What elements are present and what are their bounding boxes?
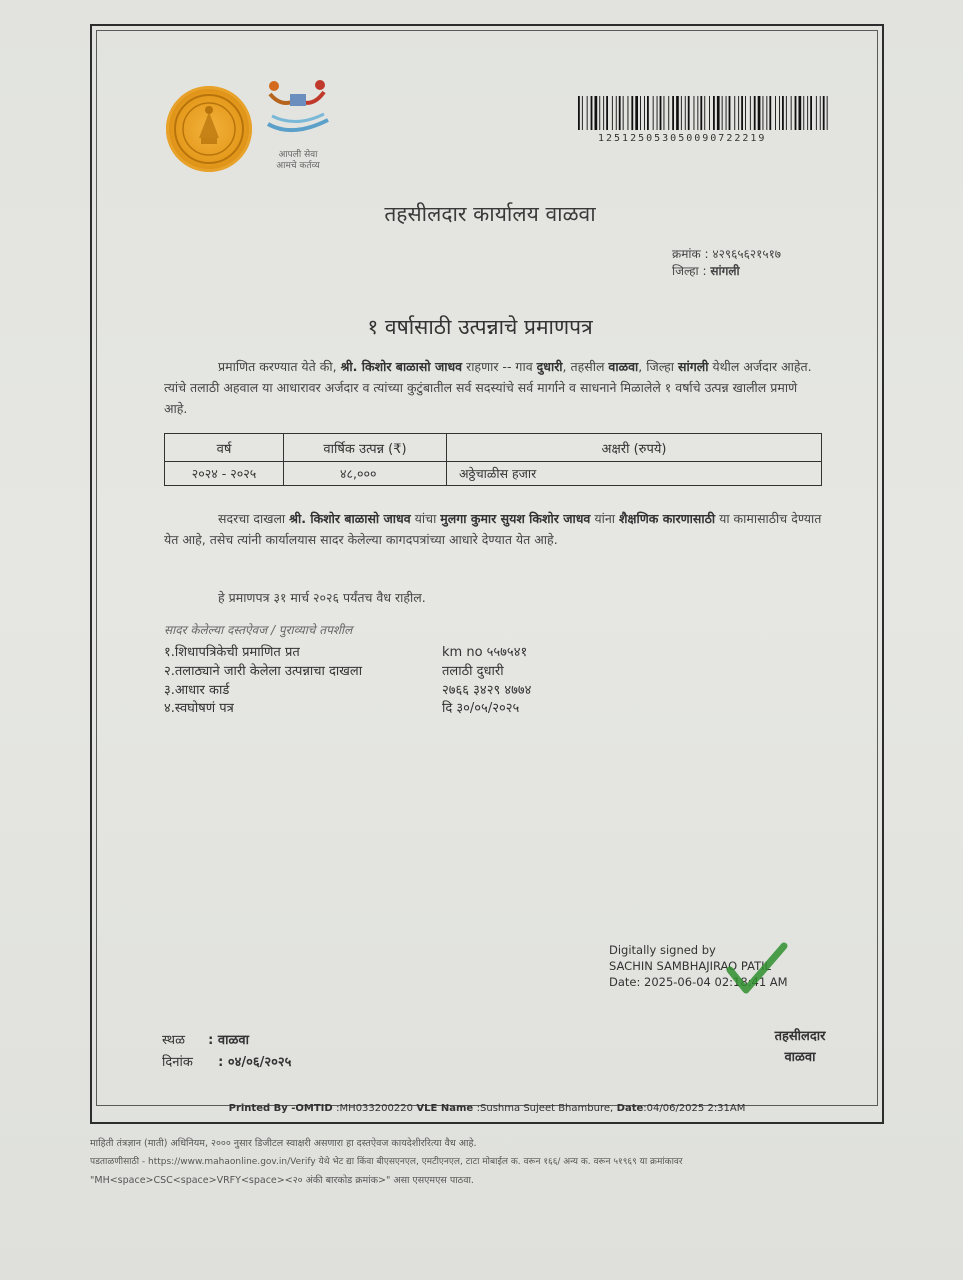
barcode-bar — [578, 96, 580, 130]
para1-text-5: येथील अर्जदार आहेत. त्यांचे तलाठी अहवाल या आधारावर अर्जदार व त्यांच्या कुटुंबातील सर्व सदस्यांचे सर्व मार्गाने व साधनाने मिळालेले १ वर्षाचे उत्पन्न खालील प्रमाणे आहे. — [164, 359, 812, 416]
printed-by-label: Printed By -OMTID — [228, 1103, 337, 1114]
kramank-value: ४२९६५६२१५१७ — [712, 247, 782, 261]
barcode-bar — [704, 96, 705, 130]
vle-value: :Sushma Sujeet Bhambure, — [476, 1103, 614, 1114]
certificate-paragraph-2 — [164, 508, 824, 550]
barcode-bar — [653, 96, 654, 130]
barcode-bar — [635, 96, 638, 130]
cell-income: ४८,००० — [284, 462, 447, 486]
doc-label-1: १.शिधापत्रिकेची प्रमाणित प्रत — [164, 645, 300, 660]
certificate-title: १ वर्षासाठी उत्पन्नाचे प्रमाणपत्र — [367, 315, 593, 339]
barcode-bar — [664, 96, 665, 130]
barcode-bar — [599, 96, 600, 130]
kramank-line — [672, 245, 781, 262]
barcode-bar — [827, 96, 828, 130]
dinank-value: : ०४/०६/२०२५ — [218, 1055, 292, 1070]
barcode-bar — [681, 96, 682, 130]
certificate-paragraph-1 — [164, 356, 824, 419]
barcode-bar — [754, 96, 756, 130]
barcode-bar — [606, 96, 608, 130]
barcode-bar — [685, 96, 686, 130]
print-date-value: :04/06/2025 2:31AM — [643, 1103, 746, 1114]
taluka-name: वाळवा — [608, 359, 639, 374]
para2-text-1: सदरचा दाखला — [218, 511, 290, 526]
barcode-bar — [795, 96, 797, 130]
cell-words: अठ्ठेचाळीस हजार — [447, 462, 822, 486]
official-place: वाळवा — [784, 1050, 816, 1065]
barcode-bar — [694, 96, 695, 130]
para1-text-1: प्रमाणित करण्यात येते की, — [218, 359, 341, 374]
legal-footer-3: "MH<space>CSC<space>VRFY<space><२० अंकी बारकोड क्रमांक>" असा एसएमएस पाठवा. — [90, 1175, 474, 1186]
barcode-bar — [657, 96, 658, 130]
para2-text-3: यांना — [590, 511, 619, 526]
barcode-bar — [823, 96, 825, 130]
para2-text-4: या कामासाठीच देण्यात येत आहे, तसेच त्यांनी कार्यालयास सादर केलेल्या कागदपत्रांच्या आधारे देण्यात येत आहे. — [164, 511, 822, 547]
validity-statement: हे प्रमाणपत्र ३१ मार्च २०२६ पर्यंतच वैध राहील. — [218, 590, 426, 605]
barcode-icon — [578, 96, 832, 130]
barcode-bar — [750, 96, 751, 130]
sthal-label: स्थळ — [162, 1033, 185, 1048]
sthal-value: : वाळवा — [208, 1033, 249, 1048]
doc-value-1: km no ५५७५४१ — [442, 645, 528, 660]
kramank-label: क्रमांक : — [672, 247, 709, 261]
barcode-bar — [647, 96, 649, 130]
barcode-bar — [709, 96, 710, 130]
barcode-bar — [688, 96, 690, 130]
purpose: शैक्षणिक कारणासाठी — [619, 511, 716, 526]
barcode-bar — [582, 96, 583, 130]
barcode-bar — [745, 96, 746, 130]
documents-heading: सादर केलेल्या दस्तऐवज / पुराव्याचे तपशील — [164, 623, 353, 637]
barcode-bar — [763, 96, 764, 130]
sig-line-1: Digitally signed by — [609, 943, 716, 957]
para1-text-4: , जिल्हा — [638, 359, 678, 374]
barcode-bar — [595, 96, 598, 130]
barcode-bar — [631, 96, 633, 130]
barcode-bar — [672, 96, 674, 130]
barcode-bar — [591, 96, 593, 130]
district-name: सांगली — [678, 359, 709, 374]
barcode-bar — [729, 96, 731, 130]
barcode-bar — [820, 96, 821, 130]
printed-by-line — [96, 1103, 878, 1114]
aaple-seva-logo — [262, 76, 334, 172]
para1-text-3: , तहसील — [562, 359, 609, 374]
doc-label-3: ३.आधार कार्ड — [164, 683, 230, 698]
doc-label-4: ४.स्वघोषणं पत्र — [164, 701, 234, 716]
para2-name: श्री. किशोर बाळासो जाधव — [289, 511, 411, 526]
barcode-bar — [779, 96, 780, 130]
barcode-bar — [697, 96, 698, 130]
aaple-seva-line2: आमचे कर्तव्य — [276, 161, 320, 171]
applicant-name: श्री. किशोर बाळासो जाधव — [340, 359, 463, 374]
barcode-bar — [803, 96, 804, 130]
barcode-bar — [612, 96, 613, 130]
official-title: तहसीलदार — [774, 1029, 826, 1044]
para2-text-2: यांचा — [410, 511, 441, 526]
barcode-bar — [758, 96, 761, 130]
barcode-bar — [616, 96, 617, 130]
barcode-bar — [603, 96, 604, 130]
income-table — [164, 433, 822, 486]
barcode-bar — [810, 96, 812, 130]
barcode-bar — [738, 96, 739, 130]
place-line — [162, 1030, 249, 1048]
header-income: वार्षिक उत्पन्न (₹) — [284, 434, 447, 462]
barcode-bar — [713, 96, 715, 130]
legal-footer-1: माहिती तंत्रज्ञान (माती) अधिनियम, २००० नुसार डिजीटल स्वाक्षरी असणारा हा दस्तऐवज कायदेशीररित्या वैध आहे. — [90, 1138, 477, 1149]
barcode-bar — [668, 96, 669, 130]
checkmark-icon — [726, 940, 788, 998]
barcode-bar — [782, 96, 784, 130]
omtid-value: :MH033200220 — [336, 1103, 413, 1114]
legal-footer-2: पडताळणीसाठी - https://www.mahaonline.gov.in/Verify येथे भेट द्या किंवा बीएसएनएल, एमटीएनएल, टाटा मोबाईल क. वरून १६६/ अन्य क. वरून ५१९६९ या क्रमांकावर — [90, 1157, 683, 1167]
jilha-label: जिल्हा : — [672, 264, 707, 278]
dinank-label: दिनांक — [162, 1055, 193, 1070]
para1-text-2: राहणार -- गाव — [462, 359, 537, 374]
barcode-bar — [741, 96, 743, 130]
barcode-bar — [619, 96, 621, 130]
barcode-number: 125125053050090722219 — [598, 133, 767, 144]
doc-value-3: २७६६ ३४२९ ४७७४ — [442, 683, 532, 698]
barcode-bar — [791, 96, 792, 130]
income-table-header — [165, 434, 822, 462]
barcode-bar — [807, 96, 808, 130]
print-date-label: Date — [613, 1103, 644, 1114]
barcode-bar — [769, 96, 771, 130]
barcode-bar — [766, 96, 767, 130]
table-row — [165, 462, 822, 486]
barcode-bar — [587, 96, 588, 130]
barcode-bar — [660, 96, 662, 130]
barcode-bar — [799, 96, 802, 130]
barcode-bar — [734, 96, 735, 130]
sig-line-2: SACHIN SAMBHAJIRAO PATIL — [609, 959, 771, 973]
date-line — [162, 1052, 291, 1070]
vle-label: VLE Name — [412, 1103, 477, 1114]
maharashtra-seal-icon — [166, 86, 252, 172]
doc-value-2: तलाठी दुधारी — [442, 664, 504, 679]
barcode-bar — [676, 96, 679, 130]
jilha-value: सांगली — [710, 264, 740, 278]
barcode-bar — [644, 96, 645, 130]
barcode-bar — [786, 96, 787, 130]
header-year: वर्ष — [165, 434, 284, 462]
barcode-bar — [628, 96, 629, 130]
barcode-bar — [726, 96, 727, 130]
doc-label-2: २.तलाठ्याने जारी केलेला उत्पन्नाचा दाखला — [164, 664, 363, 679]
sig-line-3: Date: 2025-06-04 02:18:41 AM — [609, 975, 788, 989]
cell-year: २०२४ - २०२५ — [165, 462, 284, 486]
barcode-bar — [623, 96, 624, 130]
barcode-bar — [640, 96, 641, 130]
barcode-bar — [722, 96, 723, 130]
doc-value-4: दि ३०/०५/२०२५ — [442, 701, 520, 716]
village-name: दुधारी — [536, 359, 563, 374]
office-title: तहसीलदार कार्यालय वाळवा — [384, 202, 596, 226]
barcode-bar — [775, 96, 776, 130]
barcode-bar — [816, 96, 817, 130]
jilha-line — [672, 262, 740, 279]
header-words: अक्षरी (रुपये) — [447, 434, 822, 462]
barcode-bar — [700, 96, 702, 130]
aaple-seva-line1: आपली सेवा — [278, 150, 318, 160]
beneficiary-name: मुलगा कुमार सुयश किशोर जाधव — [440, 511, 591, 526]
barcode-bar — [717, 96, 720, 130]
aaple-seva-icon — [262, 76, 334, 146]
